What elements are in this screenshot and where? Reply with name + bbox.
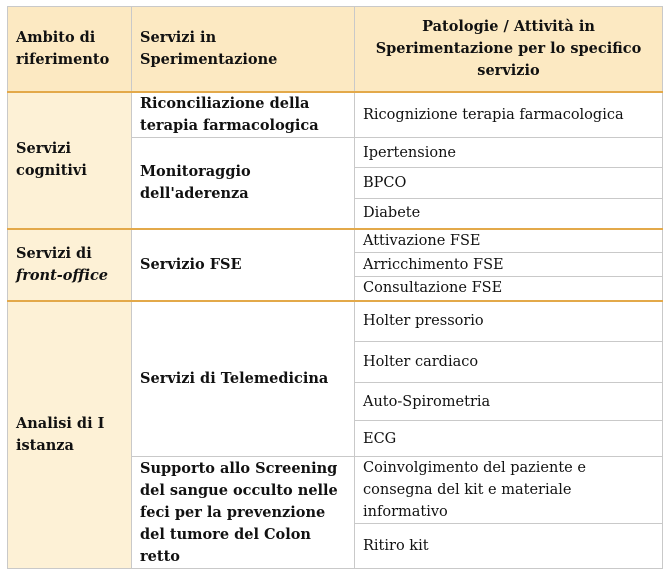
ambito-cell-cognitivi: Servizi cognitivi <box>8 92 132 229</box>
activity-cell: Holter cardiaco <box>355 342 663 383</box>
header-patologie: Patologie / Attività in Sperimentazione per lo specifico servizio <box>355 7 663 92</box>
service-cell-screening: Supporto allo Screening del sangue occulto nelle feci per la prevenzione del tumore del Colon retto <box>132 457 355 569</box>
ambito-cell-analisi: Analisi di I istanza <box>8 301 132 569</box>
services-table <box>7 6 663 569</box>
header-row <box>8 7 663 92</box>
activity-cell: Ricognizione terapia farmacologica <box>355 92 663 138</box>
ambito-italic: front-office <box>16 266 109 284</box>
activity-cell: ECG <box>355 421 663 457</box>
service-cell-aderenza: Monitoraggio dell'aderenza <box>132 138 355 229</box>
header-servizi: Servizi in Sperimentazione <box>132 7 355 92</box>
table-row <box>8 92 663 138</box>
service-cell-fse: Servizio FSE <box>132 229 355 301</box>
table-row <box>8 229 663 253</box>
activity-cell: Diabete <box>355 199 663 229</box>
table-row <box>8 301 663 342</box>
ambito-cell-frontoffice <box>8 229 132 301</box>
activity-cell: Attivazione FSE <box>355 229 663 253</box>
service-cell-riconciliazione: Riconciliazione della terapia farmacologica <box>132 92 355 138</box>
header-ambito: Ambito di riferimento <box>8 7 132 92</box>
activity-cell: Consultazione FSE <box>355 277 663 301</box>
ambito-prefix: Servizi di <box>16 244 92 262</box>
service-cell-telemedicina: Servizi di Telemedicina <box>132 301 355 457</box>
activity-cell: Ipertensione <box>355 138 663 168</box>
activity-cell: Arricchimento FSE <box>355 253 663 277</box>
activity-cell: Ritiro kit <box>355 524 663 569</box>
activity-cell: Holter pressorio <box>355 301 663 342</box>
activity-cell: Auto-Spirometria <box>355 383 663 421</box>
activity-cell: Coinvolgimento del paziente e consegna del kit e materiale informativo <box>355 457 663 524</box>
activity-cell: BPCO <box>355 168 663 199</box>
